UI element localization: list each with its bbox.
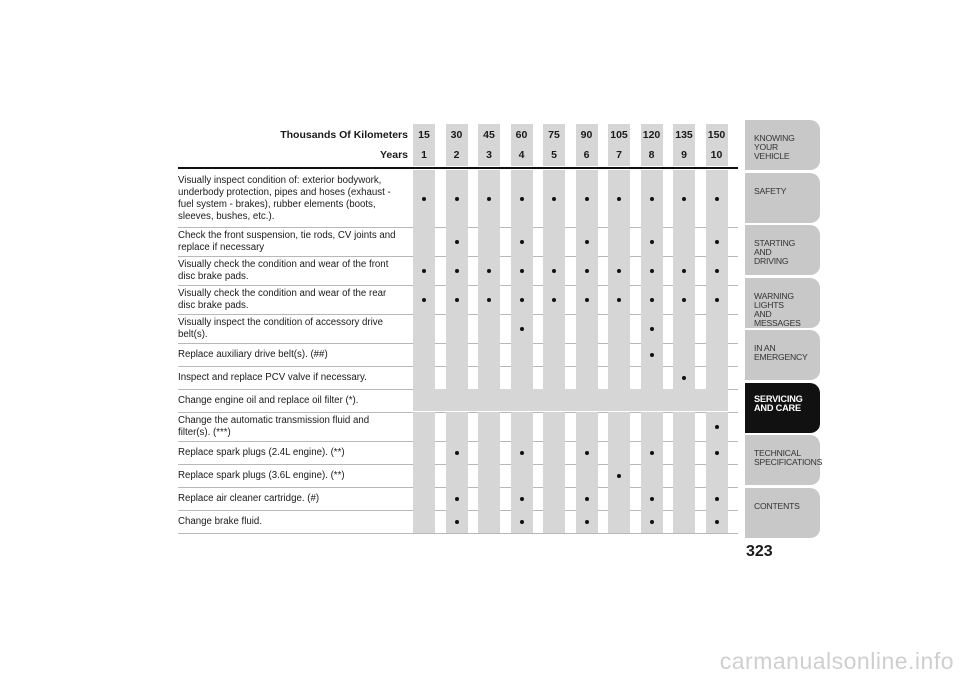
schedule-cell — [576, 412, 598, 441]
schedule-cell — [446, 412, 468, 441]
service-dot-mark — [715, 269, 719, 273]
table-row — [178, 256, 738, 286]
service-dot-mark — [455, 451, 459, 455]
service-dot-mark — [715, 240, 719, 244]
chapter-tab-label-line: DRIVING — [754, 256, 789, 266]
year-header-cell: 5 — [543, 144, 565, 166]
service-dot-mark — [552, 269, 556, 273]
schedule-cell — [511, 487, 533, 510]
schedule-cell — [413, 487, 435, 510]
service-dot-mark — [585, 520, 589, 524]
chapter-tab[interactable] — [745, 120, 820, 171]
schedule-cell — [608, 227, 630, 256]
chapter-tab[interactable] — [745, 435, 823, 486]
chapter-tab-label-line: IN AN — [754, 343, 776, 353]
schedule-cell — [673, 510, 695, 533]
chapter-tab-label-line: STARTING — [754, 238, 796, 248]
service-dot-mark — [520, 240, 524, 244]
schedule-cell — [673, 441, 695, 464]
schedule-cell — [446, 227, 468, 256]
schedule-cell — [543, 487, 565, 510]
schedule-cell — [673, 285, 695, 314]
chapter-tab-label-line: KNOWING — [754, 133, 795, 143]
schedule-cell — [413, 314, 435, 343]
schedule-cell — [446, 366, 468, 389]
schedule-cell — [706, 170, 728, 227]
service-dot-mark — [455, 520, 459, 524]
km-header-cell: 45 — [478, 124, 500, 146]
chapter-tab-label-line: YOUR — [754, 142, 779, 152]
km-header-cell: 105 — [608, 124, 630, 146]
row-label: Replace spark plugs (3.6L engine). (**) — [178, 469, 345, 481]
schedule-cell — [673, 487, 695, 510]
service-dot-mark — [520, 327, 524, 331]
table-row — [178, 314, 738, 344]
kilometers-header-row — [178, 124, 738, 143]
service-dot-mark — [487, 298, 491, 302]
schedule-cell — [543, 314, 565, 343]
service-dot-mark — [715, 520, 719, 524]
kilometers-header-label: Thousands Of Kilometers — [280, 129, 408, 141]
chapter-tab-label-line: WARNING — [754, 290, 794, 301]
chapter-tab[interactable] — [745, 330, 820, 381]
service-dot-mark — [520, 298, 524, 302]
table-row — [178, 464, 738, 488]
chapter-tab-label-line: SAFETY — [754, 185, 787, 196]
service-dot-mark — [520, 197, 524, 201]
service-dot-mark — [715, 298, 719, 302]
service-dot-mark — [650, 197, 654, 201]
table-row — [178, 510, 738, 534]
schedule-cell — [706, 366, 728, 389]
schedule-cell — [478, 487, 500, 510]
schedule-cell — [511, 285, 533, 314]
schedule-cell — [706, 487, 728, 510]
schedule-cell — [478, 366, 500, 389]
schedule-cell — [673, 314, 695, 343]
row-label: Visually inspect condition of: exterior bodywork, underbody protection, pipes and hoses (exhaust - fuel system - brakes), rubber elements (boots, sleeves, bushes, etc.). — [178, 174, 391, 222]
service-dot-mark — [682, 269, 686, 273]
schedule-cell — [413, 464, 435, 487]
year-header-cell: 6 — [576, 144, 598, 166]
service-dot-mark — [650, 298, 654, 302]
schedule-cell — [673, 170, 695, 227]
chapter-tab[interactable] — [745, 383, 820, 434]
year-header-cell: 3 — [478, 144, 500, 166]
schedule-cell — [543, 256, 565, 285]
schedule-cell — [673, 256, 695, 285]
schedule-cell — [413, 510, 435, 533]
table-row — [178, 487, 738, 511]
schedule-cell — [576, 170, 598, 227]
schedule-cell — [446, 441, 468, 464]
schedule-cell — [608, 366, 630, 389]
year-header-cell: 9 — [673, 144, 695, 166]
schedule-cell — [706, 227, 728, 256]
years-header-row — [178, 144, 738, 163]
row-label: Visually inspect the condition of accessory drive belt(s). — [178, 316, 383, 340]
service-dot-mark — [585, 451, 589, 455]
schedule-cell — [413, 412, 435, 441]
row-label: Visually check the condition and wear of the rear disc brake pads. — [178, 287, 387, 311]
schedule-cell — [576, 227, 598, 256]
chapter-tab-label-line: AND CARE — [754, 402, 801, 413]
year-header-cell: 10 — [706, 144, 728, 166]
schedule-cell — [446, 510, 468, 533]
year-header-cell: 1 — [413, 144, 435, 166]
service-dot-mark — [650, 240, 654, 244]
service-dot-mark — [455, 497, 459, 501]
service-dot-mark — [585, 298, 589, 302]
service-dot-mark — [650, 269, 654, 273]
chapter-tab-label-line: AND — [754, 247, 772, 257]
service-dot-mark — [650, 327, 654, 331]
chapter-tab-label-line: LIGHTS — [754, 299, 784, 310]
schedule-cell — [608, 343, 630, 366]
maintenance-schedule-table — [178, 124, 738, 527]
schedule-cell — [576, 366, 598, 389]
table-row — [178, 441, 738, 465]
schedule-cell — [673, 412, 695, 441]
schedule-cell — [446, 285, 468, 314]
schedule-cell — [608, 510, 630, 533]
service-dot-mark — [682, 376, 686, 380]
schedule-cell — [511, 170, 533, 227]
schedule-cell — [576, 487, 598, 510]
schedule-cell — [641, 441, 663, 464]
schedule-cell — [641, 487, 663, 510]
schedule-cell — [478, 343, 500, 366]
schedule-cell — [641, 343, 663, 366]
service-dot-mark — [715, 497, 719, 501]
schedule-cell — [413, 227, 435, 256]
service-dot-mark — [487, 197, 491, 201]
schedule-cell — [543, 412, 565, 441]
service-dot-mark — [617, 474, 621, 478]
row-label: Replace auxiliary drive belt(s). (##) — [178, 348, 328, 360]
schedule-cell — [641, 464, 663, 487]
schedule-cell — [511, 227, 533, 256]
schedule-cell — [478, 412, 500, 441]
km-header-cell: 15 — [413, 124, 435, 146]
service-dot-mark — [585, 240, 589, 244]
schedule-cell — [706, 285, 728, 314]
schedule-cell — [706, 314, 728, 343]
service-dot-mark — [650, 520, 654, 524]
table-row — [178, 285, 738, 315]
schedule-cell — [446, 314, 468, 343]
service-dot-mark — [617, 269, 621, 273]
schedule-cell — [413, 343, 435, 366]
row-label: Visually check the condition and wear of the front disc brake pads. — [178, 258, 389, 282]
service-dot-mark — [585, 497, 589, 501]
schedule-cell — [706, 464, 728, 487]
schedule-cell — [543, 441, 565, 464]
schedule-cell — [673, 464, 695, 487]
schedule-cell — [478, 441, 500, 464]
schedule-cell — [413, 366, 435, 389]
table-row — [178, 366, 738, 390]
row-label: Change brake fluid. — [178, 515, 263, 527]
schedule-cell — [446, 487, 468, 510]
page-number: 323 — [746, 543, 773, 560]
service-dot-mark — [650, 451, 654, 455]
km-header-cell: 75 — [543, 124, 565, 146]
schedule-cell — [576, 510, 598, 533]
interval-span-bar — [413, 389, 728, 411]
schedule-cell — [511, 412, 533, 441]
service-dot-mark — [520, 269, 524, 273]
service-dot-mark — [585, 197, 589, 201]
schedule-cell — [543, 227, 565, 256]
schedule-cell — [576, 464, 598, 487]
service-dot-mark — [715, 197, 719, 201]
chapter-tab-label-line: TECHNICAL — [754, 448, 801, 458]
schedule-cell — [511, 343, 533, 366]
schedule-cell — [413, 441, 435, 464]
service-dot-mark — [617, 197, 621, 201]
chapter-tab[interactable] — [745, 173, 820, 224]
table-row — [178, 227, 738, 257]
chapter-tab-label-line: AND — [754, 308, 772, 319]
km-header-cell: 60 — [511, 124, 533, 146]
table-row — [178, 412, 738, 442]
service-dot-mark — [617, 298, 621, 302]
schedule-cell — [706, 412, 728, 441]
schedule-cell — [641, 170, 663, 227]
schedule-cell — [446, 256, 468, 285]
service-dot-mark — [520, 520, 524, 524]
service-dot-mark — [455, 240, 459, 244]
km-header-cell: 30 — [446, 124, 468, 146]
schedule-cell — [478, 170, 500, 227]
service-dot-mark — [650, 497, 654, 501]
schedule-cell — [576, 314, 598, 343]
schedule-cell — [478, 314, 500, 343]
schedule-cell — [608, 464, 630, 487]
km-header-cell: 120 — [641, 124, 663, 146]
schedule-cell — [576, 343, 598, 366]
schedule-cell — [641, 366, 663, 389]
service-dot-mark — [520, 497, 524, 501]
watermark: carmanualsonline.info — [719, 648, 954, 674]
service-dot-mark — [650, 353, 654, 357]
schedule-cell — [706, 256, 728, 285]
schedule-cell — [608, 412, 630, 441]
chapter-tab-label-line: SERVICING — [754, 393, 803, 404]
schedule-cell — [413, 256, 435, 285]
row-label: Inspect and replace PCV valve if necessary. — [178, 371, 367, 383]
service-dot-mark — [455, 298, 459, 302]
schedule-cell — [641, 227, 663, 256]
row-label: Replace air cleaner cartridge. (#) — [178, 492, 320, 504]
schedule-cell — [413, 285, 435, 314]
schedule-cell — [543, 285, 565, 314]
schedule-cell — [446, 464, 468, 487]
schedule-cell — [576, 256, 598, 285]
schedule-cell — [576, 441, 598, 464]
service-dot-mark — [552, 197, 556, 201]
chapter-tab-label-line: SPECIFICATIONS — [754, 457, 823, 467]
schedule-cell — [673, 343, 695, 366]
chapter-tab-label-line: VEHICLE — [754, 151, 790, 161]
year-header-cell: 2 — [446, 144, 468, 166]
chapter-tab-label-line: MESSAGES — [754, 317, 801, 328]
schedule-cell — [706, 510, 728, 533]
schedule-cell — [446, 343, 468, 366]
chapter-tab-label-line: EMERGENCY — [754, 352, 808, 362]
schedule-cell — [478, 285, 500, 314]
service-dot-mark — [585, 269, 589, 273]
service-dot-mark — [455, 197, 459, 201]
row-label: Check the front suspension, tie rods, CV joints and replace if necessary — [178, 229, 396, 253]
schedule-cell — [608, 256, 630, 285]
km-header-cell: 90 — [576, 124, 598, 146]
schedule-cell — [543, 510, 565, 533]
schedule-cell — [511, 314, 533, 343]
service-dot-mark — [715, 425, 719, 429]
schedule-cell — [543, 464, 565, 487]
schedule-cell — [576, 285, 598, 314]
schedule-cell — [511, 256, 533, 285]
year-header-cell: 8 — [641, 144, 663, 166]
schedule-cell — [641, 285, 663, 314]
schedule-cell — [608, 314, 630, 343]
years-header-label: Years — [379, 149, 408, 161]
service-dot-mark — [682, 197, 686, 201]
chapter-tab[interactable] — [745, 225, 820, 276]
schedule-cell — [413, 170, 435, 227]
service-dot-mark — [422, 269, 426, 273]
schedule-cell — [608, 285, 630, 314]
schedule-cell — [511, 510, 533, 533]
schedule-cell — [673, 227, 695, 256]
schedule-cell — [641, 412, 663, 441]
year-header-cell: 4 — [511, 144, 533, 166]
schedule-cell — [641, 510, 663, 533]
table-row — [178, 389, 738, 413]
schedule-cell — [478, 510, 500, 533]
schedule-cell — [706, 441, 728, 464]
table-row — [178, 170, 738, 228]
schedule-cell — [543, 366, 565, 389]
schedule-cell — [706, 343, 728, 366]
header-rule — [178, 167, 738, 169]
schedule-cell — [608, 441, 630, 464]
chapter-tab[interactable] — [745, 278, 820, 329]
service-dot-mark — [520, 451, 524, 455]
schedule-cell — [478, 464, 500, 487]
service-dot-mark — [682, 298, 686, 302]
row-label: Change the automatic transmission fluid and filter(s). (***) — [178, 414, 370, 438]
service-dot-mark — [487, 269, 491, 273]
km-header-cell: 135 — [673, 124, 695, 146]
schedule-cell — [511, 464, 533, 487]
schedule-cell — [478, 256, 500, 285]
schedule-cell — [608, 170, 630, 227]
service-dot-mark — [552, 298, 556, 302]
schedule-cell — [446, 170, 468, 227]
service-dot-mark — [422, 298, 426, 302]
chapter-tab-label-line: CONTENTS — [754, 500, 800, 511]
schedule-cell — [641, 314, 663, 343]
row-label: Change engine oil and replace oil filter (*). — [178, 394, 359, 406]
schedule-cell — [641, 256, 663, 285]
km-header-cell: 150 — [706, 124, 728, 146]
service-dot-mark — [422, 197, 426, 201]
table-row — [178, 343, 738, 367]
schedule-cell — [543, 170, 565, 227]
chapter-tab[interactable] — [745, 488, 820, 539]
service-dot-mark — [455, 269, 459, 273]
row-label: Replace spark plugs (2.4L engine). (**) — [178, 446, 345, 458]
schedule-cell — [478, 227, 500, 256]
schedule-cell — [543, 343, 565, 366]
schedule-cell — [673, 366, 695, 389]
schedule-cell — [511, 441, 533, 464]
service-dot-mark — [715, 451, 719, 455]
schedule-cell — [608, 487, 630, 510]
year-header-cell: 7 — [608, 144, 630, 166]
schedule-cell — [511, 366, 533, 389]
